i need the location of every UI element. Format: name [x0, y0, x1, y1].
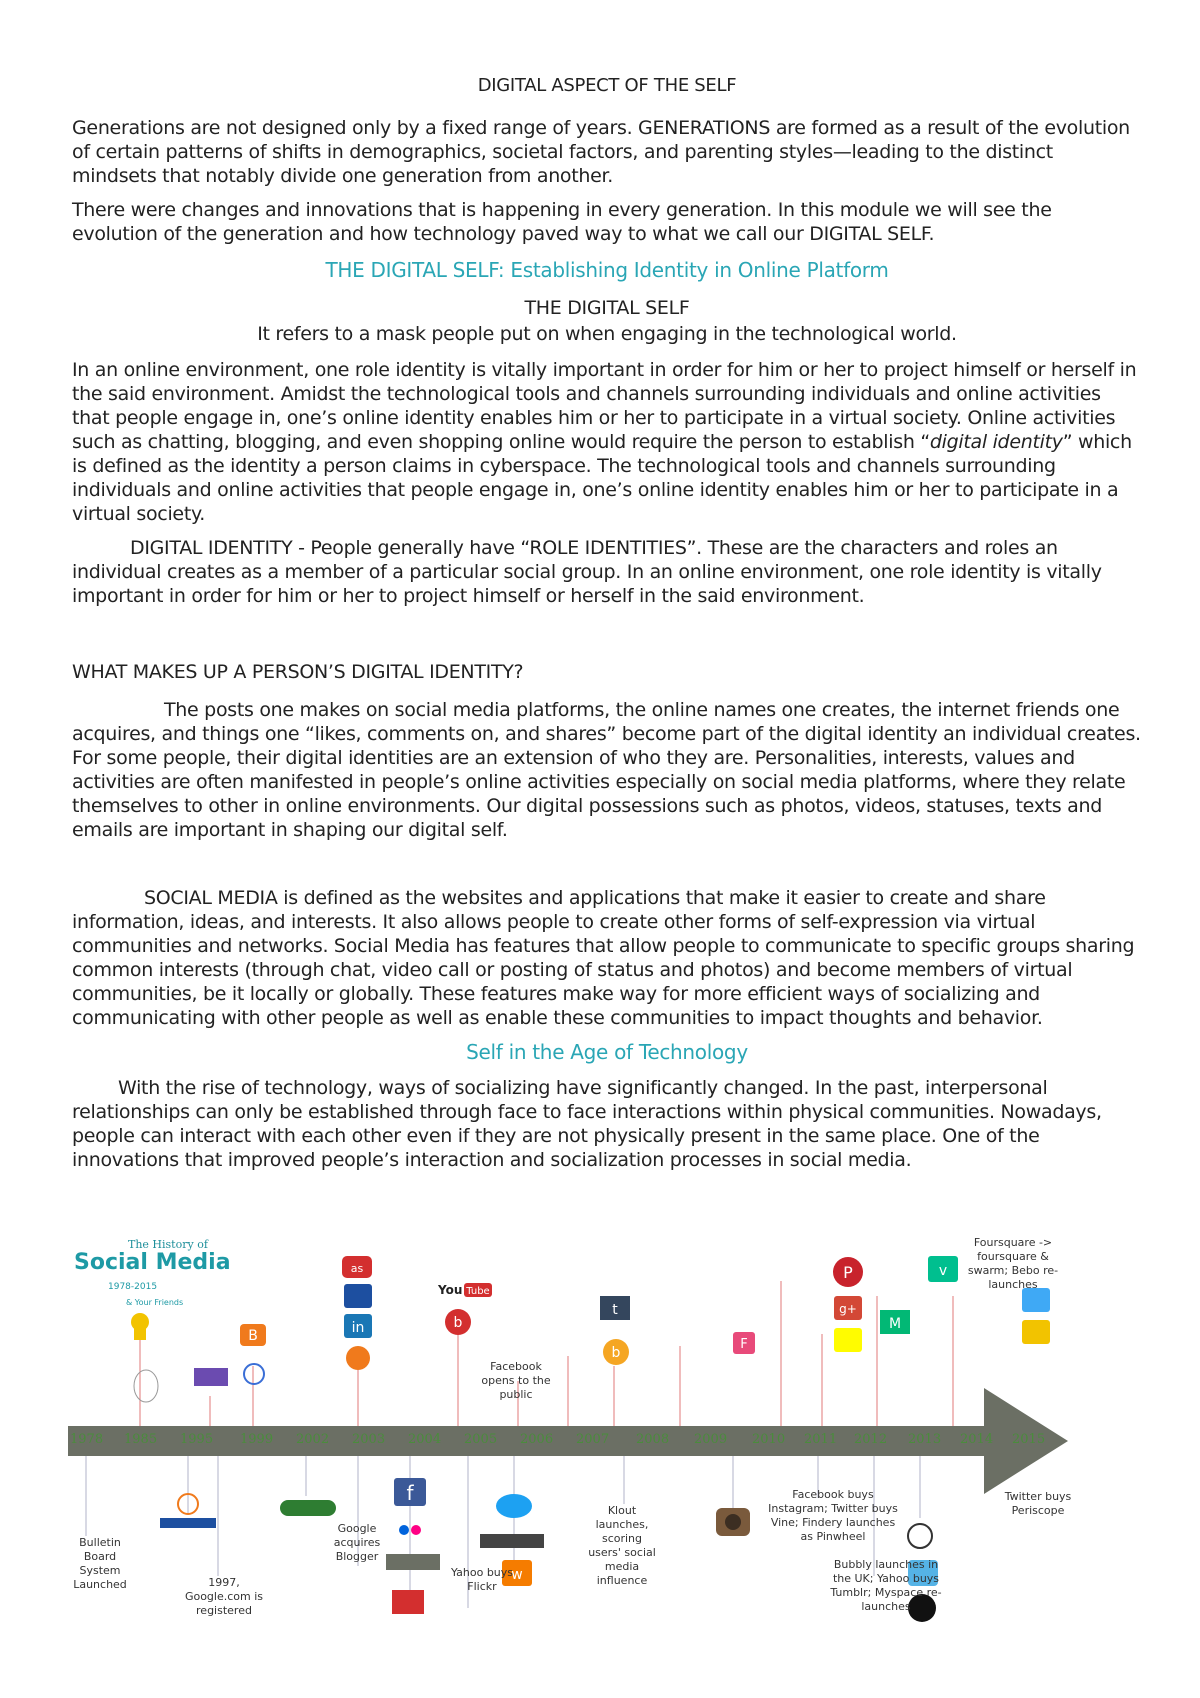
- sixdegrees-icon: [194, 1368, 228, 1386]
- myspace-icon: [344, 1284, 372, 1308]
- blogger-icon: [240, 1324, 266, 1346]
- year-label: 2009: [694, 1432, 728, 1447]
- livejournal-icon: [244, 1364, 264, 1384]
- year-label: 1985: [124, 1432, 158, 1447]
- online-env-text-1: In an online environment, one role identity is vitally important in order for him or her to project himself or herself in the said environment. Amidst the technological tools and channels surrounding individuals and online activities that people engage in, one’s online identity enables him or her to participate in a virtual society. Online activities such as chatting, blogging, and even shopping online would require the person to establish “: [72, 359, 1137, 453]
- svg-text:F: F: [740, 1337, 748, 1352]
- bebo-icon: [445, 1309, 471, 1335]
- year-label: 1978: [70, 1432, 104, 1447]
- swarm-icon: [908, 1524, 932, 1548]
- friendster-icon: [280, 1500, 336, 1516]
- online-env-text-2: ” which is defined as the identity a person claims in cyberspace. The technological tools and channels surrounding individuals and online activities that people engage in, one’s online identity enables him or her to participate in a virtual society.: [72, 431, 1132, 525]
- year-label: 2004: [408, 1432, 442, 1447]
- infographic-title: Social Media: [74, 1250, 231, 1275]
- bubbly-icon: [603, 1339, 629, 1365]
- linkedin-icon: [344, 1314, 372, 1338]
- note-instagram: Facebook buys Instagram; Twitter buys Vine; Findery launches as Pinwheel: [768, 1488, 898, 1543]
- svg-text:b: b: [611, 1345, 621, 1361]
- year-label: 2003: [352, 1432, 386, 1447]
- social-media-paragraph: SOCIAL MEDIA is defined as the websites and applications that make it easier to create and share information, ideas, and interests. It also allows people to create other forms of self-expression via virtual communities and networks. Social Media has features that allow people to communicate to specific groups sharing common interests (through chat, video call or posting of status and photos) and become members of virtual communities, be it locally or globally. These features make way for more efficient ways of socializing and communicating with other people as well as enable these communities to impact thoughts and behavior.: [72, 887, 1135, 1029]
- year-label: 2005: [464, 1432, 498, 1447]
- tumblr-icon: [600, 1296, 630, 1320]
- year-label: 2011: [804, 1432, 838, 1447]
- digital-self-definition: It refers to a mask people put on when engaging in the technological world.: [257, 323, 957, 345]
- medium-icon: [880, 1310, 910, 1334]
- note-blogger: Google acquires Blogger: [333, 1522, 381, 1563]
- infographic-small-title: The History of: [128, 1238, 208, 1251]
- intro-paragraph-1: Generations are not designed only by a fixed range of years. GENERATIONS are formed as a result of the evolution of certain patterns of shifts in demographics, societal factors, and parenting styles—leading to the distinct mindsets that notably divide one generation from another.: [72, 117, 1130, 187]
- google-plus-icon: [834, 1296, 862, 1320]
- year-label: 2015: [1012, 1432, 1046, 1447]
- twitter-icon: [496, 1494, 532, 1518]
- svg-text:in: in: [351, 1320, 365, 1336]
- digital-self-title: THE DIGITAL SELF: [524, 297, 690, 319]
- svg-text:w: w: [511, 1567, 523, 1583]
- svg-text:B: B: [248, 1328, 258, 1344]
- social-media-timeline: [68, 1236, 1128, 1666]
- intro-paragraph-2: There were changes and innovations that is happening in every generation. In this module we will see the evolution of the generation and how technology paved way to what we call our DIGITAL SELF.: [72, 199, 1052, 245]
- infographic-credit: & Your Friends: [126, 1298, 184, 1307]
- document-page: [72, 66, 1142, 1172]
- svg-text:b: b: [453, 1315, 463, 1331]
- instagram-icon: [716, 1508, 750, 1536]
- section-heading-digital-self: THE DIGITAL SELF: Establishing Identity in Online Platform: [325, 258, 889, 282]
- note-bubbly: Bubbly launches in the UK; Yahoo buys Tumblr; Myspace re-launches: [830, 1558, 942, 1613]
- church-icon: [480, 1534, 544, 1548]
- technology-paragraph: With the rise of technology, ways of socializing have significantly changed. In the past, interpersonal relationships can only be established through face to face interactions within physical communities. Nowadays, people can interact with each other even if they are not physically present in the same place. One of the innovations that improved people’s interaction and socialization processes in social media.: [72, 1077, 1102, 1171]
- posts-paragraph: The posts one makes on social media platforms, the online names one creates, the internet friends one acquires, and things one “likes, comments on, and shares” become part of the digital identity an individual creates. For some people, their digital identities are an extension of who they are. Personalities, interests, values and activities are often manifested in people’s online activities especially on social media platforms, where they relate themselves to other in online environments. Our digital possessions such as photos, videos, statuses, texts and emails are important in shaping our digital self.: [72, 699, 1141, 841]
- classmates-icon: [160, 1518, 216, 1528]
- svg-text:f: f: [406, 1481, 414, 1505]
- note-periscope: Twitter buys Periscope: [1004, 1490, 1072, 1517]
- svg-text:as: as: [350, 1262, 364, 1275]
- year-label: 2013: [908, 1432, 942, 1447]
- note-facebook-public: Facebook opens to the public: [481, 1360, 551, 1401]
- lastfm-icon: [342, 1256, 372, 1278]
- facebook-icon: [394, 1478, 426, 1506]
- year-label: 1995: [180, 1432, 214, 1447]
- svg-text:v: v: [938, 1263, 948, 1279]
- section-heading-technology: Self in the Age of Technology: [466, 1040, 748, 1064]
- delicious-icon: [346, 1346, 370, 1370]
- digital-identity-paragraph: DIGITAL IDENTITY - People generally have “ROLE IDENTITIES”. These are the characters and roles an individual creates as a member of a particular social group. In an online environment, one role identity is vitally important in order for him or her to project himself or herself in the said environment.: [72, 537, 1102, 607]
- note-google: 1997, Google.com is registered: [184, 1576, 264, 1617]
- svg-text:M: M: [888, 1316, 902, 1332]
- youtube-icon: [437, 1283, 492, 1297]
- note-flickr: Yahoo buys Flickr: [450, 1566, 514, 1593]
- infographic-range: 1978-2015: [108, 1282, 158, 1292]
- geocities-icon: [134, 1370, 158, 1402]
- snapchat-icon: [834, 1328, 862, 1352]
- year-label: 2006: [520, 1432, 554, 1447]
- year-label: 2012: [854, 1432, 888, 1447]
- vine-icon: [928, 1256, 958, 1282]
- note-foursquare: Foursquare -> foursquare & swarm; Bebo re-launches: [967, 1236, 1059, 1291]
- foursquare-small-icon: [733, 1332, 755, 1354]
- pinterest-icon: [833, 1257, 863, 1287]
- online-environment-paragraph: [72, 358, 1142, 526]
- online-env-italic: digital identity: [929, 431, 1063, 453]
- year-label: 2007: [576, 1432, 610, 1447]
- year-label: 2010: [752, 1432, 786, 1447]
- year-label: 2002: [296, 1432, 330, 1447]
- document-title: DIGITAL ASPECT OF THE SELF: [477, 75, 737, 96]
- what-makes-heading: WHAT MAKES UP A PERSON’S DIGITAL IDENTITY?: [72, 661, 524, 683]
- orkut-icon: [386, 1554, 440, 1570]
- year-label: 2008: [636, 1432, 670, 1447]
- photobucket-icon: [392, 1590, 424, 1614]
- note-klout: Klout launches, scoring users' social media influence: [588, 1504, 656, 1587]
- year-label: 1999: [240, 1432, 274, 1447]
- svg-text:g+: g+: [839, 1302, 857, 1316]
- svg-text:P: P: [843, 1263, 853, 1282]
- note-bbs: Bulletin Board System Launched: [73, 1536, 127, 1591]
- svg-text:You: You: [438, 1283, 463, 1297]
- year-label: 2014: [960, 1432, 994, 1447]
- svg-text:Tube: Tube: [466, 1286, 490, 1297]
- aim-icon: [131, 1313, 149, 1340]
- ellipe-icon: [1022, 1320, 1050, 1344]
- svg-text:t: t: [612, 1302, 618, 1318]
